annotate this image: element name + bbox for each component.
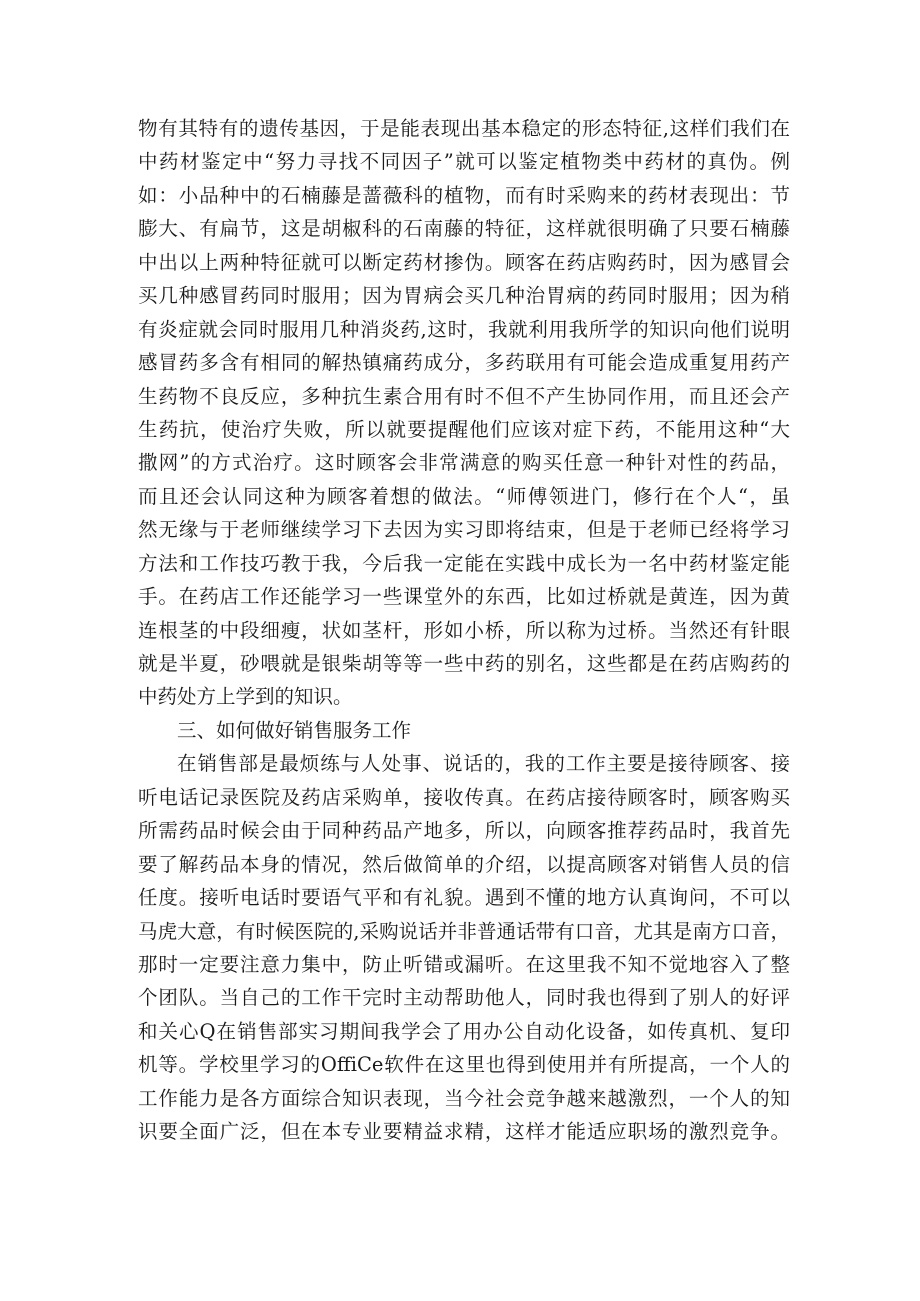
text-line: 就是半夏，砂喂就是银柴胡等等一些中药的别名，这些都是在药店购药的	[138, 652, 790, 675]
text-line: 方法和工作技巧教于我，今后我一定能在实践中成长为一名中药材鉴定能	[138, 551, 790, 575]
body-text	[138, 112, 790, 1149]
text-line: 有炎症就会同时服用几种消炎药,这时，我就利用我所学的知识向他们说明	[138, 317, 790, 341]
text-line: 物有其特有的遗传基因，于是能表现出基本稳定的形态特征,这样们我们在	[138, 117, 790, 140]
text-line: 机等。学校里学习的OffiCe软件在这里也得到使用并有所提高，一个人的	[138, 1053, 790, 1077]
text-line: 个团队。当自己的工作干完时主动帮助他人，同时我也得到了别人的好评	[138, 986, 790, 1010]
text-line: 而且还会认同这种为顾客着想的做法。“师傅领进门，修行在个人“，虽	[138, 484, 790, 508]
text-line: 感冒药多含有相同的解热镇痛药成分，多药联用有可能会造成重复用药产	[138, 351, 790, 375]
text-line: 工作能力是各方面综合知识表现，当今社会竞争越来越激烈，一个人的知	[138, 1086, 790, 1110]
text-line: 撒网”的方式治疗。这时顾客会非常满意的购买任意一种针对性的药品，	[138, 451, 790, 475]
section-heading: 三、如何做好销售服务工作	[177, 718, 412, 742]
text-line: 要了解药品本身的情况，然后做简单的介绍，以提高顾客对销售人员的信	[138, 852, 790, 876]
text-line: 听电话记录医院及药店采购单，接收传真。在药店接待顾客时，顾客购买	[138, 785, 790, 809]
text-line: 和关心Q在销售部实习期间我学会了用办公自动化设备，如传真机、复印	[138, 1019, 790, 1043]
text-line: 生药物不良反应，多种抗生素合用有时不但不产生协同作用，而且还会产	[138, 384, 790, 408]
text-line: 膨大、有扁节，这是胡椒科的石南藤的特征，这样就很明确了只要石楠藤	[138, 217, 790, 241]
text-line: 如：小品种中的石楠藤是蔷薇科的植物，而有时采购来的药材表现出：节	[138, 183, 790, 207]
text-line: 买几种感冒药同时服用；因为胃病会买几种治胃病的药同时服用；因为稍	[138, 284, 790, 308]
text-line: 连根茎的中段细瘦，状如茎杆，形如小桥，所以称为过桥。当然还有针眼	[138, 618, 790, 642]
text-line: 任度。接听电话时要语气平和有礼貌。遇到不懂的地方认真询问，不可以	[138, 886, 790, 910]
text-line: 生药抗，使治疗失败，所以就要提醒他们应该对症下药，不能用这种“大	[138, 417, 790, 441]
text-line: 然无缘与于老师继续学习下去因为实习即将结束，但是于老师已经将学习	[138, 518, 790, 542]
text-line: 识要全面广泛，但在本专业要精益求精，这样才能适应职场的激烈竞争。	[138, 1120, 790, 1144]
text-line: 中出以上两种特征就可以断定药材掺伪。顾客在药店购药时，因为感冒会	[138, 250, 790, 274]
text-line: 中药材鉴定中“努力寻找不同因子”就可以鉴定植物类中药材的真伪。例	[138, 150, 790, 174]
text-line: 所需药品时候会由于同种药品产地多，所以，向顾客推荐药品时，我首先	[138, 819, 790, 843]
text-line: 在销售部是最烦练与人处事、说话的，我的工作主要是接待顾客、接	[177, 752, 790, 776]
text-line: 那时一定要注意力集中，防止听错或漏听。在这里我不知不觉地容入了整	[138, 952, 790, 976]
paragraph-end-line: 中药处方上学到的知识。	[138, 685, 353, 709]
text-line: 手。在药店工作还能学习一些课堂外的东西，比如过桥就是黄连，因为黄	[138, 585, 790, 609]
text-line: 马虎大意，有时候医院的,采购说话并非普通话带有口音，尤其是南方口音，	[138, 919, 790, 943]
